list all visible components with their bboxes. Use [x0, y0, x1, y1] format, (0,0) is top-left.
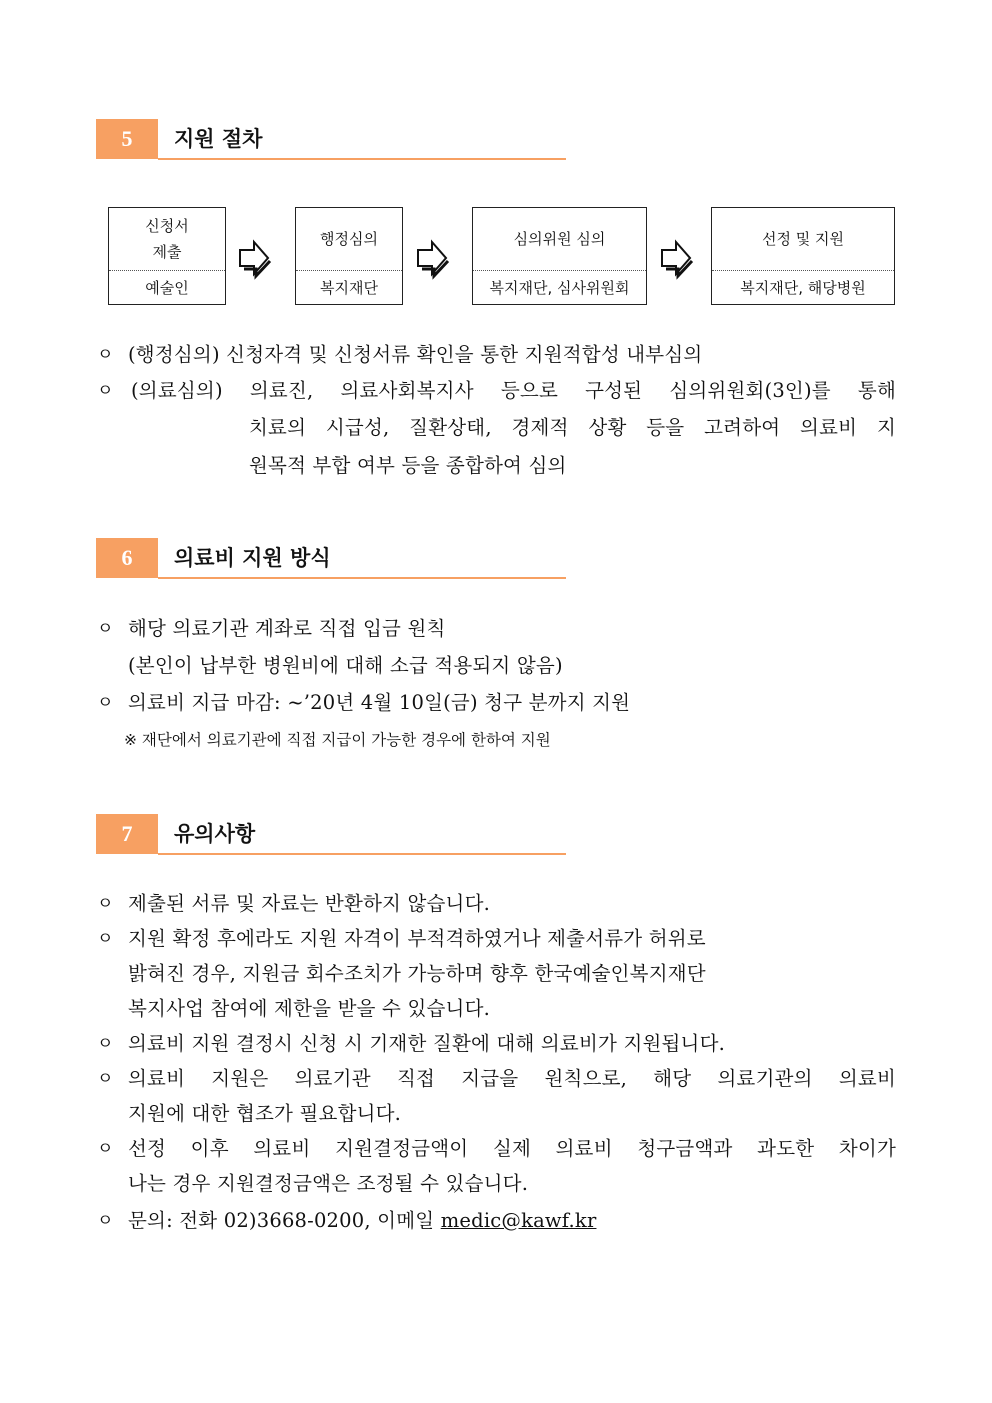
list-item-continuation: 치료의 시급성, 질환상태, 경제적 상황 등을 고려하여 의료비 지 — [249, 416, 896, 439]
section-number: 5 — [96, 119, 158, 159]
list-item: 지원 확정 후에라도 지원 자격이 부적격하였거나 제출서류가 허위로 — [128, 927, 706, 950]
list-item-continuation: 원목적 부합 여부 등을 종합하여 심의 — [249, 454, 567, 477]
bullet-icon: ㅇ — [97, 345, 114, 365]
flow-step-committee-review — [472, 207, 647, 305]
list-item-continuation: 지원에 대한 협조가 필요합니다. — [128, 1102, 402, 1125]
flow-step-actor: 예술인 — [109, 270, 225, 304]
list-item-continuation: 밝혀진 경우, 지원금 회수조치가 가능하며 향후 한국예술인복지재단 — [128, 962, 706, 985]
arrow-right-icon — [414, 236, 450, 280]
section-5-header — [96, 119, 566, 161]
list-item: 제출된 서류 및 자료는 반환하지 않습니다. — [128, 892, 491, 915]
bullet-icon: ㅇ — [97, 381, 114, 401]
section-rule — [158, 853, 566, 855]
bullet-icon: ㅇ — [97, 619, 114, 639]
section-rule — [158, 158, 566, 160]
list-item: 의료비 지원 결정시 신청 시 기재한 질환에 대해 의료비가 지원됩니다. — [128, 1032, 726, 1055]
list-item: 의료비 지급 마감: ~’20년 4월 10일(금) 청구 분까지 지원 — [128, 691, 631, 714]
list-item: (의료심의) 의료진, 의료사회복지사 등으로 구성된 심의위원회(3인)를 통해 — [131, 379, 896, 402]
section-number: 7 — [96, 814, 158, 854]
arrow-right-icon — [658, 236, 694, 280]
contact-line — [128, 1206, 596, 1236]
flow-step-title: 행정심의 — [320, 230, 378, 248]
flow-step-title: 선정 및 지원 — [762, 230, 844, 248]
arrow-right-icon — [236, 236, 272, 280]
section-6-header — [96, 538, 566, 580]
bullet-icon: ㅇ — [97, 1034, 114, 1054]
flow-step-actor: 복지재단 — [296, 270, 402, 304]
email-link[interactable]: medic@kawf.kr — [440, 1209, 597, 1232]
flow-step-apply — [108, 207, 226, 305]
section-7-header — [96, 814, 566, 856]
list-item-continuation: 복지사업 참여에 제한을 받을 수 있습니다. — [128, 997, 491, 1020]
bullet-icon: ㅇ — [97, 929, 114, 949]
flow-step-selection — [711, 207, 895, 305]
contact-text: 문의: 전화 02)3668-0200, 이메일 — [128, 1209, 435, 1232]
list-item: 해당 의료기관 계좌로 직접 입금 원칙 — [128, 617, 446, 640]
flow-step-title: 심의위원 심의 — [513, 230, 606, 248]
bullet-icon: ㅇ — [97, 1069, 114, 1089]
list-item-continuation: (본인이 납부한 병원비에 대해 소급 적용되지 않음) — [128, 654, 563, 677]
bullet-icon: ㅇ — [97, 894, 114, 914]
footnote: ※ 재단에서 의료기관에 직접 지급이 가능한 경우에 한하여 지원 — [124, 731, 551, 749]
flow-step-actor: 복지재단, 심사위원회 — [473, 270, 646, 304]
bullet-icon: ㅇ — [97, 693, 114, 713]
section-rule — [158, 577, 566, 579]
section-title: 지원 절차 — [174, 127, 263, 151]
flow-step-title: 신청서 제출 — [145, 217, 189, 261]
section-number: 6 — [96, 538, 158, 578]
list-item: (행정심의) 신청자격 및 신청서류 확인을 통한 지원적합성 내부심의 — [128, 343, 703, 366]
section-title: 유의사항 — [174, 822, 256, 846]
bullet-icon: ㅇ — [97, 1211, 114, 1231]
bullet-icon: ㅇ — [97, 1139, 114, 1159]
flow-step-admin-review — [295, 207, 403, 305]
section-title: 의료비 지원 방식 — [174, 546, 331, 570]
list-item: 선정 이후 의료비 지원결정금액이 실제 의료비 청구금액과 과도한 차이가 — [128, 1137, 896, 1160]
list-item-continuation: 나는 경우 지원결정금액은 조정될 수 있습니다. — [128, 1172, 529, 1195]
flow-step-actor: 복지재단, 해당병원 — [712, 270, 894, 304]
list-item: 의료비 지원은 의료기관 직접 지급을 원칙으로, 해당 의료기관의 의료비 — [128, 1067, 896, 1090]
